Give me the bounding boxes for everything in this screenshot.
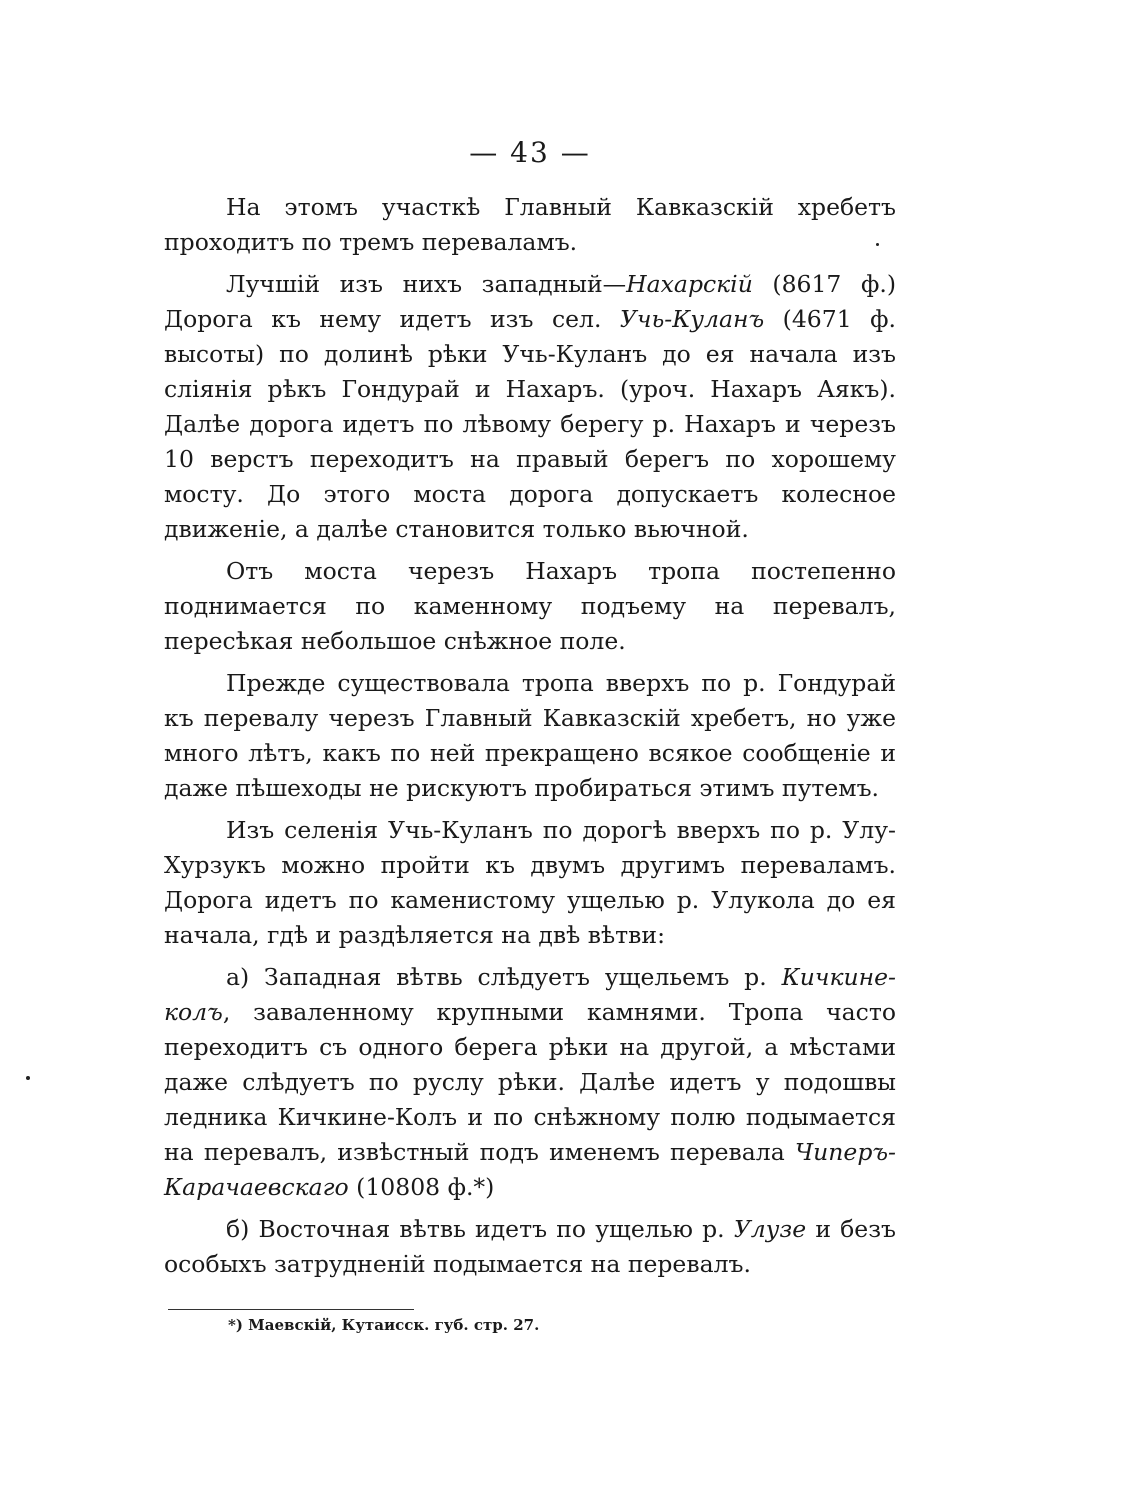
paragraph-1-text: На этомъ участкѣ Главный Кавказскій хребетъ проходитъ по тремъ переваламъ. [164, 193, 896, 256]
scan-speck [26, 1076, 30, 1080]
paragraph-4 [164, 666, 896, 806]
paragraph-7-part-3: и безъ особыхъ затрудненій подымается на перевалъ. [164, 1215, 896, 1278]
paragraph-2-part-3: (8617 ф.) Дорога къ нему идетъ изъ сел. [164, 270, 896, 333]
footnote: *) Маевскій, Кутаисск. губ. стр. 27. [228, 1316, 540, 1334]
scan-speck [876, 243, 879, 246]
page-number: — 43 — [469, 136, 591, 169]
paragraph-4-text: Прежде существовала тропа вверхъ по р. Гондурай къ перевалу черезъ Главный Кавказскій хребетъ, но уже много лѣтъ, какъ по ней прекращено всякое сообщеніе и даже пѣшеходы не рискуютъ пробираться этимъ путемъ. [164, 669, 896, 802]
paragraph-5 [164, 813, 896, 953]
paragraph-2 [164, 267, 896, 547]
paragraph-3-text: Отъ моста черезъ Нахаръ тропа постепенно поднимается по каменному подъему на перевалъ, пересѣкая небольшое снѣжное поле. [164, 557, 896, 655]
footnote-divider [168, 1309, 414, 1310]
place-name-nakharsky: Нахарскій [626, 270, 753, 298]
paragraph-6-part-1: а) Западная вѣтвь слѣдуетъ ущельемъ р. [226, 963, 782, 991]
paragraph-6 [164, 960, 896, 1205]
paragraph-3 [164, 554, 896, 659]
paragraph-6-part-3: , заваленному крупными камнями. Тропа часто переходитъ съ одного берега рѣки на другой, а мѣстами даже слѣдуетъ по руслу рѣки. Далѣе идетъ у подошвы ледника Кичкине-Колъ и по снѣжному полю подымается на перевалъ, извѣстный подъ именемъ перевала [164, 998, 896, 1166]
body-text [164, 190, 896, 1289]
place-name-chiper-karachaevsky: Чиперъ-Карачаевскаго [164, 1138, 896, 1201]
place-name-uch-kulan: Учь-Куланъ [619, 305, 765, 333]
paragraph-2-part-1: Лучшій изъ нихъ западный— [226, 270, 627, 298]
paragraph-7-part-1: б) Восточная вѣтвь идетъ по ущелью р. [226, 1215, 734, 1243]
place-name-uluze: Улузе [733, 1215, 807, 1243]
paragraph-2-part-5: (4671 ф. высоты) по долинѣ рѣки Учь-Куланъ до ея начала изъ сліянія рѣкъ Гондурай и Нахаръ. (уроч. Нахаръ Аякъ). Далѣе дорога идетъ по лѣвому берегу р. Нахаръ и черезъ 10 верстъ переходитъ на правый берегъ по хорошему мосту. До этого моста дорога допускаетъ колесное движеніе, а далѣе становится только вьючной. [164, 305, 897, 543]
paragraph-5-text: Изъ селенія Учь-Куланъ по дорогѣ вверхъ по р. Улу-Хурзукъ можно пройти къ двумъ другимъ переваламъ. Дорога идетъ по каменистому ущелью р. Улукола до ея начала, гдѣ и раздѣляется на двѣ вѣтви: [164, 816, 896, 949]
place-name-kichkine-kol: Кичкине-колъ [164, 963, 896, 1026]
paragraph-1 [164, 190, 896, 260]
paragraph-6-part-5: (10808 ф.*) [348, 1173, 495, 1201]
paragraph-7 [164, 1212, 896, 1282]
